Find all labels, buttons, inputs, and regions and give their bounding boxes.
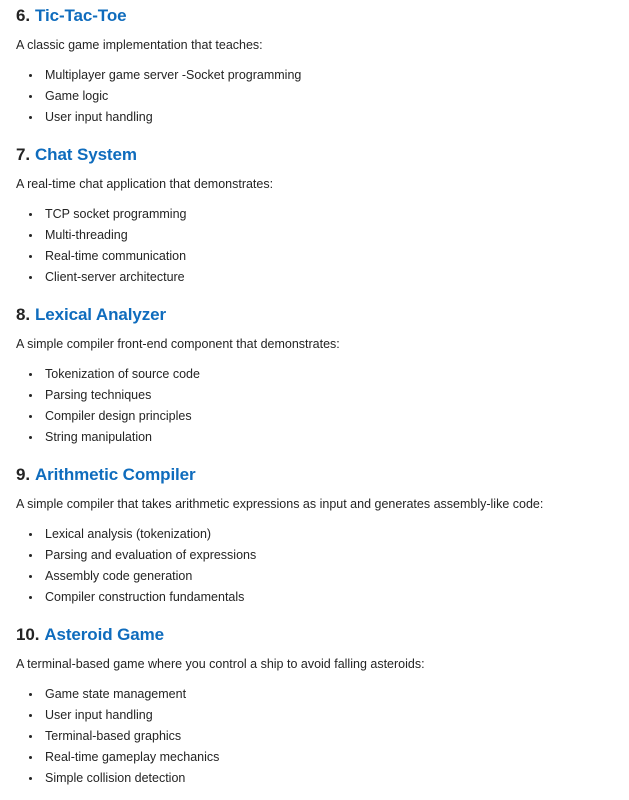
list-item: • Simple collision detection — [42, 768, 611, 789]
list-item: • Game logic — [42, 86, 611, 107]
section-title-link-asteroid-game[interactable]: Asteroid Game — [44, 625, 164, 644]
list-item: • Multi-threading — [42, 225, 611, 246]
list-item: • Lexical analysis (tokenization) — [42, 524, 611, 545]
section-title-link-lexical-analyzer[interactable]: Lexical Analyzer — [34, 305, 166, 324]
list-item: • TCP socket programming — [42, 204, 611, 225]
feature-list — [16, 524, 611, 608]
list-item: • String manipulation — [42, 427, 611, 448]
list-item: • Parsing and evaluation of expressions — [42, 545, 611, 566]
section-heading-asteroid-game — [16, 624, 611, 645]
section-description: A simple compiler that takes arithmetic expressions as input and generates assembly-like code: — [16, 497, 544, 511]
section-heading-lexical-analyzer — [16, 304, 611, 325]
section-description: A real-time chat application that demonstrates: — [16, 177, 274, 191]
feature-list — [16, 684, 611, 789]
list-item: • Compiler design principles — [42, 406, 611, 427]
section-heading-arithmetic-compiler — [16, 464, 611, 485]
list-item: • Real-time gameplay mechanics — [42, 747, 611, 768]
section-number: 10. — [16, 625, 40, 644]
feature-list — [16, 364, 611, 448]
list-item: • Tokenization of source code — [42, 364, 611, 385]
section-title-link-tic-tac-toe[interactable]: Tic-Tac-Toe — [34, 6, 127, 25]
list-item: • Multiplayer game server -Socket programming — [42, 65, 611, 86]
list-item: • User input handling — [42, 107, 611, 128]
section-number: 9. — [16, 465, 30, 484]
list-item: • Compiler construction fundamentals — [42, 587, 611, 608]
list-item: • Game state management — [42, 684, 611, 705]
feature-list — [16, 65, 611, 128]
section-number: 7. — [16, 145, 30, 164]
section-number: 6. — [16, 6, 30, 25]
section-description: A simple compiler front-end component that demonstrates: — [16, 337, 340, 351]
section-description: A classic game implementation that teaches: — [16, 38, 263, 52]
list-item: • Parsing techniques — [42, 385, 611, 406]
section-title-link-chat-system[interactable]: Chat System — [34, 145, 137, 164]
section-heading-tic-tac-toe — [16, 5, 611, 26]
list-item: • User input handling — [42, 705, 611, 726]
list-item: • Client-server architecture — [42, 267, 611, 288]
section-heading-chat-system — [16, 144, 611, 165]
feature-list — [16, 204, 611, 288]
section-number: 8. — [16, 305, 30, 324]
section-title-link-arithmetic-compiler[interactable]: Arithmetic Compiler — [34, 465, 196, 484]
section-description: A terminal-based game where you control a ship to avoid falling asteroids: — [16, 657, 425, 671]
list-item: • Terminal-based graphics — [42, 726, 611, 747]
list-item: • Assembly code generation — [42, 566, 611, 587]
list-item: • Real-time communication — [42, 246, 611, 267]
